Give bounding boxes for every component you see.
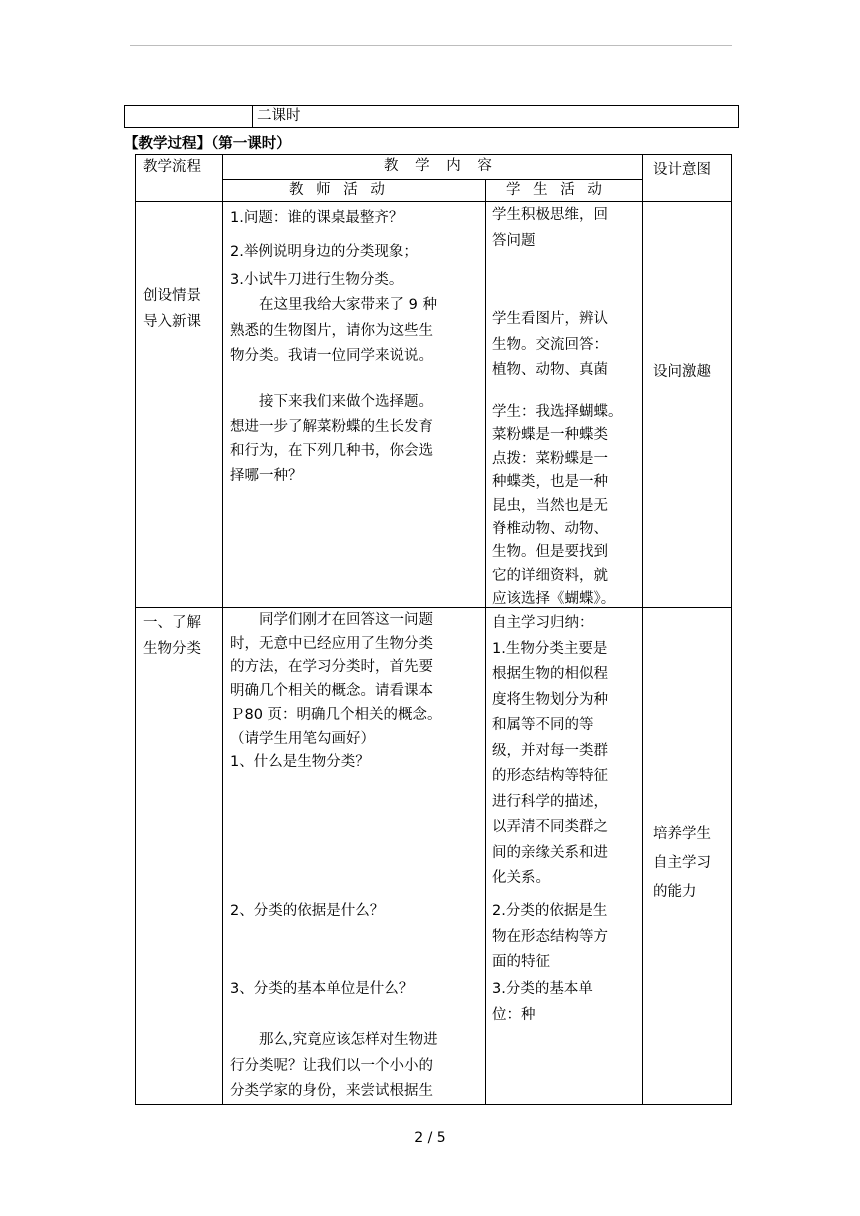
row1-student-a-line-2: 答问题 — [492, 232, 536, 249]
row2-teacher-a — [230, 609, 442, 775]
row2-flow-line-2: 生物分类 — [143, 640, 201, 657]
row2-teacher-d-line-3: 分类学家的身份，来尝试根据生 — [230, 1083, 433, 1099]
row2-student-a-line-9: 以弄清不同类群之 — [492, 819, 608, 835]
row1-teacher-d-line-1: 在这里我给大家带来了 9 种 — [230, 297, 437, 313]
row1-teacher-a — [230, 207, 403, 229]
row1-student-c-line-2: 菜粉蝶是一种蝶类 — [492, 427, 608, 444]
row1-teacher-c-line-1: 3.小试牛刀进行生物分类。 — [230, 272, 404, 288]
row2-teacher-d-line-2: 行分类呢？让我们以一个小小的 — [230, 1057, 433, 1074]
row2-teacher-a-line-1: 同学们刚才在回答这一问题 — [230, 612, 433, 628]
row2-teacher-b — [230, 900, 384, 922]
lesson-hours-divider — [252, 105, 253, 128]
row2-intent-line-2: 自主学习 — [653, 855, 711, 871]
section-heading-label: 【教学过程】 — [124, 136, 211, 152]
header-student: 学 生 活 动 — [506, 182, 606, 198]
row2-student-a-line-11: 化关系。 — [492, 870, 550, 886]
row2-student-b — [492, 899, 608, 976]
row2-student-a-line-6: 级，并对每一类群 — [492, 742, 608, 759]
row1-teacher-e-line-3: 和行为，在下列几种书，你会选 — [230, 443, 433, 459]
row2-teacher-a-line-7: 1、什么是生物分类？ — [230, 754, 370, 771]
row2-student-a-line-10: 间的亲缘关系和进 — [492, 844, 608, 861]
row2-intent-line-1: 培养学生 — [653, 826, 711, 842]
row2-teacher-b-line-1: 2、分类的依据是什么？ — [230, 903, 385, 919]
row2-teacher-a-line-5: Ｐ80 页：明确几个相关的概念。 — [230, 706, 442, 723]
header-intent: 设计意图 — [653, 162, 711, 178]
row2-teacher-c — [230, 978, 413, 1000]
table-col-line-1 — [222, 154, 223, 1105]
row1-teacher-e-line-1: 接下来我们来做个选择题。 — [230, 394, 433, 410]
row2-student-b-line-2: 物在形态结构等方 — [492, 928, 608, 945]
row1-student-c-line-7: 生物。但是要找到 — [492, 544, 608, 561]
row1-teacher-e-line-4: 择哪一种？ — [230, 467, 303, 484]
lesson-hours-value: 二课时 — [257, 108, 301, 124]
row1-student-c-line-8: 它的详细资料，就 — [492, 567, 608, 584]
row2-student-c-line-2: 位：种 — [492, 1006, 536, 1023]
row2-student-a-line-4: 度将生物划分为种 — [492, 691, 608, 708]
section-heading — [124, 132, 291, 153]
row1-teacher-e-line-2: 想进一步了解菜粉蝶的生长发育 — [230, 418, 433, 435]
row2-teacher-a-line-3: 的方法，在学习分类时，首先要 — [230, 659, 433, 676]
row2-student-c — [492, 977, 593, 1028]
row1-student-c-line-9: 应该选择《蝴蝶》。 — [492, 591, 616, 608]
row2-flow — [143, 611, 201, 662]
row1-student-b-line-2: 生物。交流回答： — [492, 336, 608, 353]
table-header-bottom-line — [135, 201, 732, 202]
row1-student-c-line-5: 昆虫，当然也是无 — [492, 497, 608, 514]
lesson-hours-row — [124, 105, 739, 128]
row1-flow-line-1: 创设情景 — [143, 288, 201, 304]
row1-student-c-line-1: 学生：我选择蝴蝶。 — [492, 404, 623, 420]
row1-student-c-line-6: 脊椎动物、动物、 — [492, 521, 608, 538]
row2-teacher-a-line-2: 时，无意中已经应用了生物分类 — [230, 635, 433, 652]
row2-teacher-d — [230, 1028, 438, 1105]
row2-flow-line-1: 一、了解 — [143, 615, 201, 631]
row1-intent — [653, 361, 711, 383]
section-heading-note: （第一课时） — [211, 136, 291, 152]
row2-student-a-line-5: 和属等不同的等 — [492, 717, 594, 733]
row2-student-a-line-2: 1.生物分类主要是 — [492, 640, 608, 657]
header-flow: 教学流程 — [143, 159, 201, 175]
row2-intent — [653, 820, 711, 907]
row2-student-b-line-3: 面的特征 — [492, 954, 550, 970]
row1-student-c — [492, 401, 623, 612]
row1-student-b-line-1: 学生看图片，辨认 — [492, 311, 608, 327]
row2-student-a — [492, 611, 608, 892]
row2-teacher-d-line-1: 那么,究竟应该怎样对生物进 — [230, 1032, 438, 1048]
row1-student-b — [492, 307, 608, 384]
row2-teacher-c-line-1: 3、分类的基本单位是什么？ — [230, 981, 414, 997]
row1-student-a — [492, 203, 608, 254]
header-teacher: 教 师 活 动 — [289, 182, 389, 198]
row1-teacher-d-line-3: 物分类。我请一位同学来说说。 — [230, 348, 433, 364]
table-col-line-2 — [485, 180, 486, 1105]
header-rule — [130, 45, 732, 46]
header-content: 教 学 内 容 — [384, 158, 498, 174]
row1-teacher-b — [230, 241, 418, 263]
row1-teacher-e — [230, 390, 433, 488]
row2-student-a-line-8: 进行科学的描述， — [492, 793, 608, 810]
row2-teacher-a-line-6: （请学生用笔勾画好） — [230, 730, 375, 747]
row1-teacher-d-line-2: 熟悉的生物图片，请你为这些生 — [230, 322, 433, 339]
row1-teacher-d — [230, 293, 437, 370]
page-number: 2 / 5 — [414, 1130, 446, 1146]
row2-teacher-a-line-4: 明确几个相关的概念。请看课本 — [230, 683, 433, 700]
row1-teacher-c — [230, 269, 403, 291]
row1-intent-line-1: 设问激趣 — [653, 364, 711, 380]
row1-student-c-line-3: 点拨：菜粉蝶是一 — [492, 450, 608, 467]
row1-teacher-a-line-1: 1.问题：谁的课桌最整齐？ — [230, 210, 404, 226]
row1-flow-line-2: 导入新课 — [143, 313, 201, 330]
row2-student-a-line-3: 根据生物的相似程 — [492, 666, 608, 682]
row1-student-b-line-3: 植物、动物、真菌 — [492, 362, 608, 378]
row2-intent-line-3: 的能力 — [653, 884, 697, 900]
row1-flow — [143, 284, 201, 335]
row2-student-b-line-1: 2.分类的依据是生 — [492, 903, 608, 919]
row1-teacher-b-line-1: 2.举例说明身边的分类现象； — [230, 244, 418, 260]
row1-student-c-line-4: 种蝶类，也是一种 — [492, 474, 608, 491]
row2-student-a-line-7: 的形态结构等特征 — [492, 768, 608, 784]
row2-student-a-line-1: 自主学习归纳： — [492, 615, 594, 631]
table-col-line-3 — [642, 154, 643, 1105]
row2-student-c-line-1: 3.分类的基本单 — [492, 981, 593, 997]
row1-student-a-line-1: 学生积极思维，回 — [492, 207, 608, 223]
table-row-divider — [135, 607, 732, 608]
